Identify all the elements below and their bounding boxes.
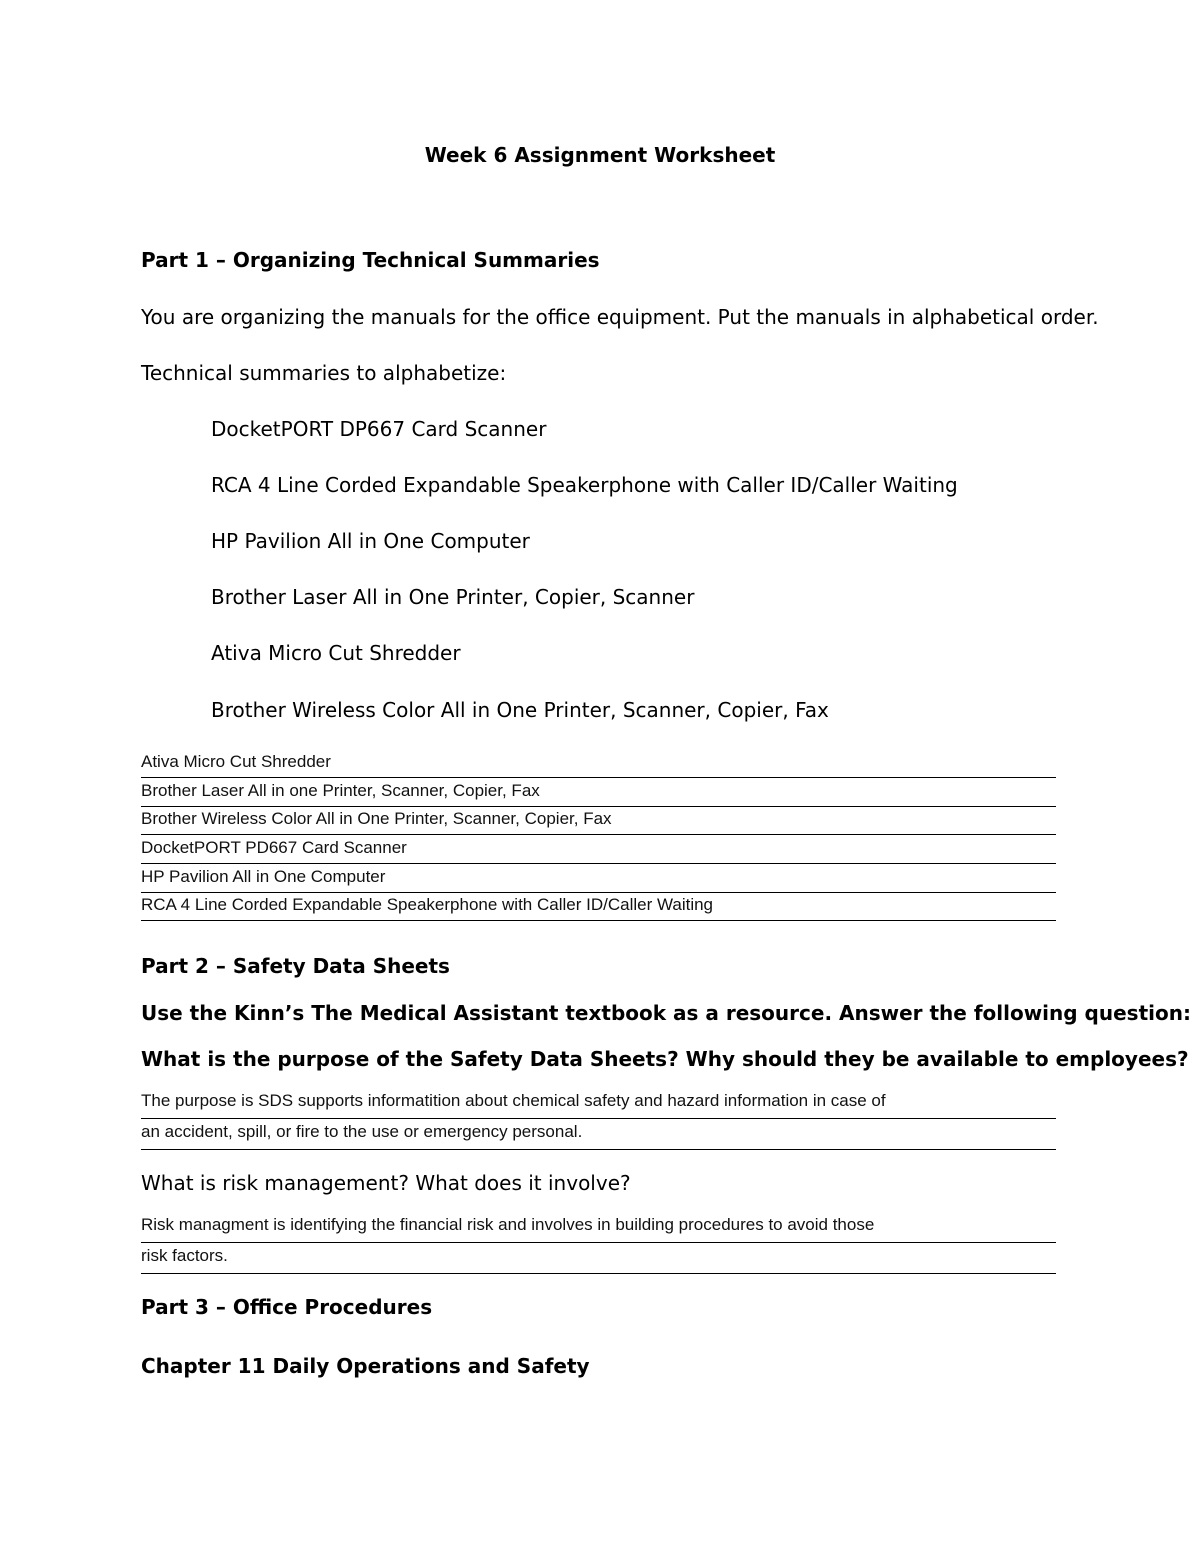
part1-instruction: You are organizing the manuals for the office equipment. Put the manuals in alphabetical order. [141, 305, 1099, 329]
summary-item: RCA 4 Line Corded Expandable Speakerphone with Caller ID/Caller Waiting [211, 473, 958, 497]
answer-line-alphabetized[interactable]: Brother Laser All in one Printer, Scanner, Copier, Fax [141, 778, 1056, 807]
part2-instruction: Use the Kinn’s The Medical Assistant textbook as a resource. Answer the following question: [141, 1001, 1191, 1025]
page-title: Week 6 Assignment Worksheet [424, 143, 776, 167]
summary-item: DocketPORT DP667 Card Scanner [211, 417, 547, 441]
summary-item: Brother Wireless Color All in One Printer, Scanner, Copier, Fax [211, 698, 829, 722]
question-sds-purpose: What is the purpose of the Safety Data Sheets? Why should they be available to employees? [141, 1047, 1189, 1071]
answer-line-sds[interactable]: The purpose is SDS supports informatition about chemical safety and hazard information in case of [141, 1088, 1056, 1119]
answer-line-sds[interactable]: an accident, spill, or fire to the use or emergency personal. [141, 1119, 1056, 1150]
question-risk-management: What is risk management? What does it involve? [141, 1171, 631, 1195]
answer-line-risk[interactable]: Risk managment is identifying the financial risk and involves in building procedures to avoid those [141, 1212, 1056, 1243]
summary-item: Brother Laser All in One Printer, Copier, Scanner [211, 585, 695, 609]
answer-line-alphabetized[interactable]: DocketPORT PD667 Card Scanner [141, 835, 1056, 864]
part2-heading: Part 2 – Safety Data Sheets [141, 954, 450, 978]
part1-list-intro: Technical summaries to alphabetize: [141, 361, 507, 385]
part3-heading: Part 3 – Office Procedures [141, 1295, 433, 1319]
summary-item: HP Pavilion All in One Computer [211, 529, 530, 553]
answer-line-alphabetized[interactable]: HP Pavilion All in One Computer [141, 864, 1056, 893]
answer-line-alphabetized[interactable]: Brother Wireless Color All in One Printer, Scanner, Copier, Fax [141, 806, 1056, 835]
answer-line-alphabetized[interactable]: RCA 4 Line Corded Expandable Speakerphone with Caller ID/Caller Waiting [141, 892, 1056, 921]
answer-line-alphabetized[interactable]: Ativa Micro Cut Shredder [141, 749, 1056, 778]
summary-item: Ativa Micro Cut Shredder [211, 641, 461, 665]
chapter-heading: Chapter 11 Daily Operations and Safety [141, 1354, 590, 1378]
part1-heading: Part 1 – Organizing Technical Summaries [141, 248, 600, 272]
answer-line-risk[interactable]: risk factors. [141, 1243, 1056, 1274]
